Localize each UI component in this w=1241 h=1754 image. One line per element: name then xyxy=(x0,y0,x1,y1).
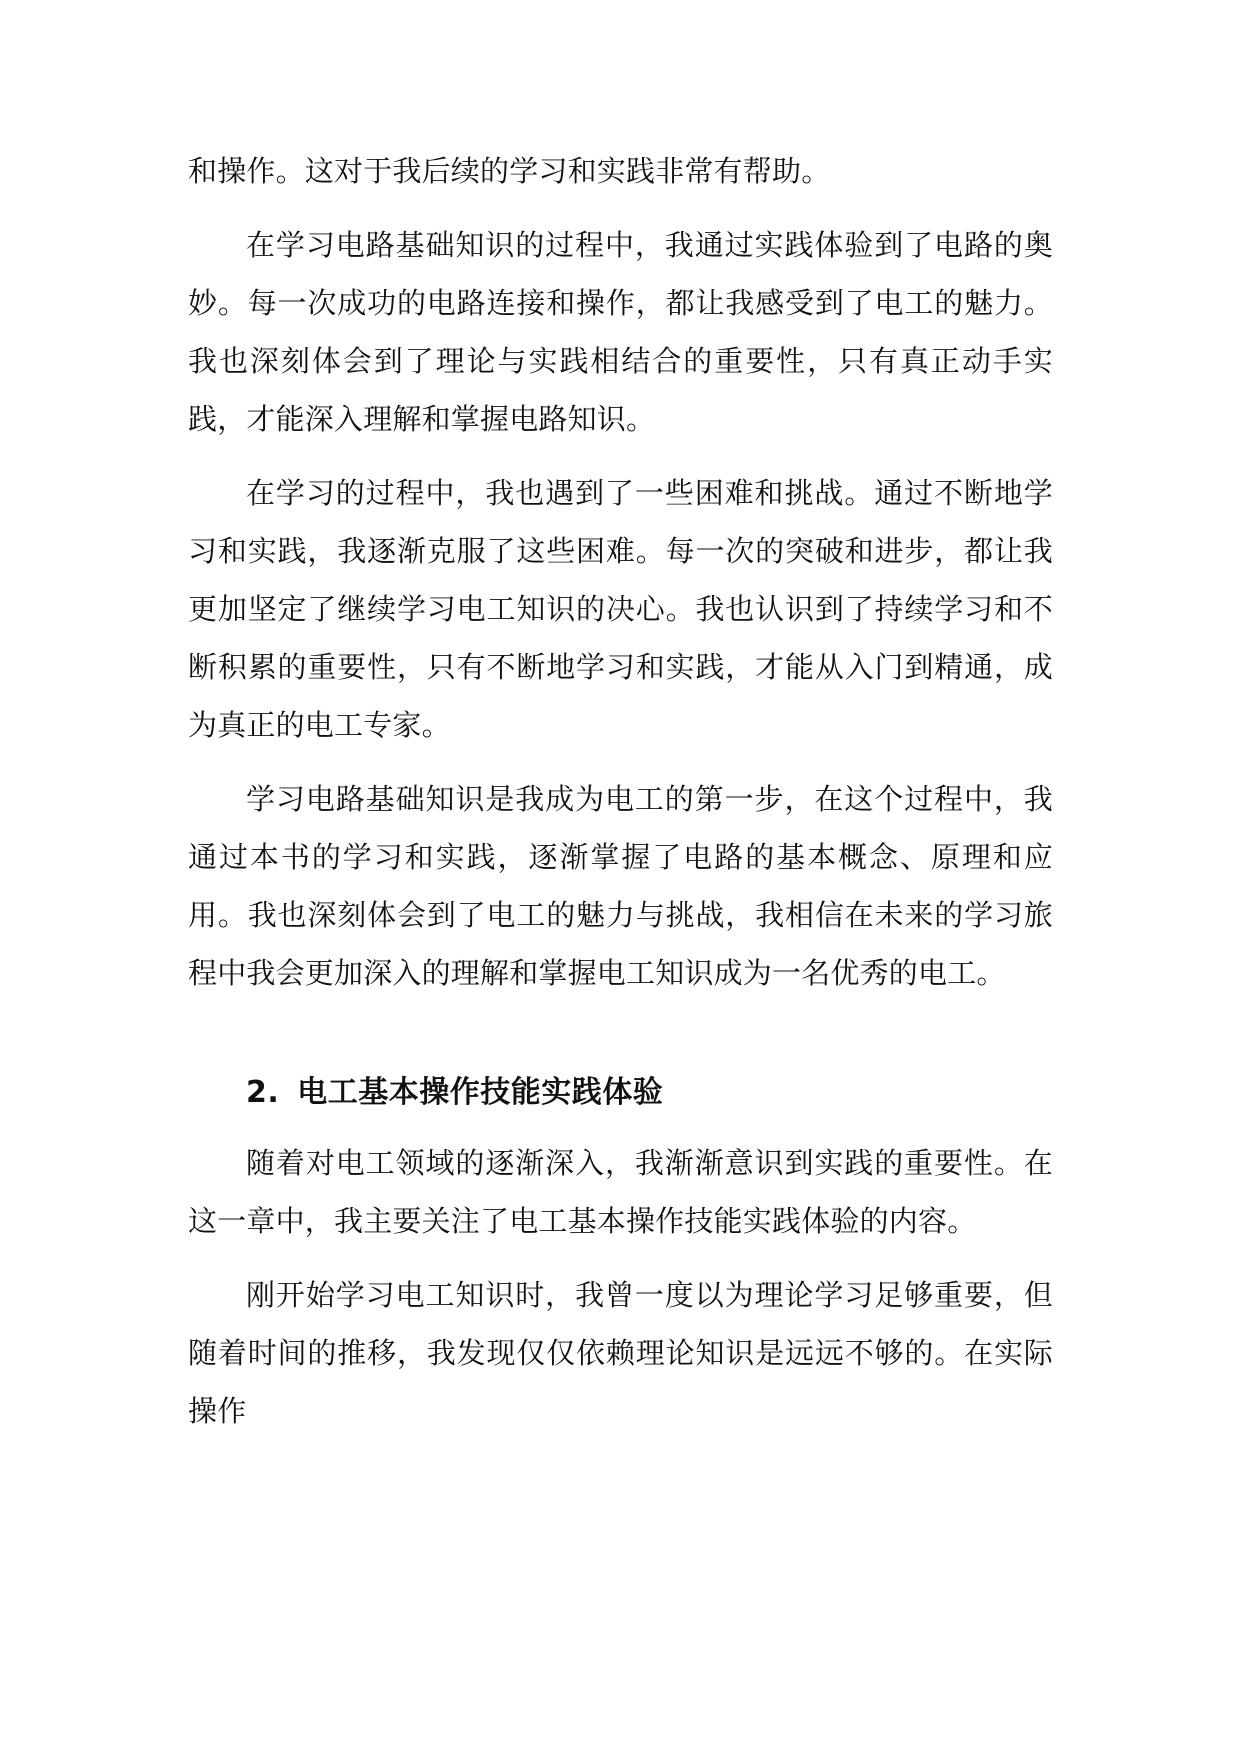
section-paragraph: 随着对电工领域的逐渐深入，我渐渐意识到实践的重要性。在这一章中，我主要关注了电工基本操作技能实践体验的内容。 xyxy=(188,1146,1053,1238)
section-number: 2. xyxy=(246,1075,280,1110)
continued-paragraph: 和操作。这对于我后续的学习和实践非常有帮助。 xyxy=(188,154,831,188)
section-title: 电工基本操作技能实践体验 xyxy=(297,1075,664,1110)
body-paragraph: 学习电路基础知识是我成为电工的第一步，在这个过程中，我通过本书的学习和实践，逐渐掌握了电路的基本概念、原理和应用。我也深刻体会到了电工的魅力与挑战，我相信在未来的学习旅程中我会更加深入的理解和掌握电工知识成为一名优秀的电工。 xyxy=(188,782,1053,990)
section-paragraph: 刚开始学习电工知识时，我曾一度以为理论学习足够重要，但随着时间的推移，我发现仅仅依赖理论知识是远远不够的。在实际操作 xyxy=(188,1278,1053,1428)
body-paragraph: 在学习电路基础知识的过程中，我通过实践体验到了电路的奥妙。每一次成功的电路连接和操作，都让我感受到了电工的魅力。我也深刻体会到了理论与实践相结合的重要性，只有真正动手实践，才能深入理解和掌握电路知识。 xyxy=(188,228,1053,436)
document-content xyxy=(188,142,1053,1456)
section-heading xyxy=(246,1064,1053,1122)
body-paragraph: 在学习的过程中，我也遇到了一些困难和挑战。通过不断地学习和实践，我逐渐克服了这些困难。每一次的突破和进步，都让我更加坚定了继续学习电工知识的决心。我也认识到了持续学习和不断积累的重要性，只有不断地学习和实践，才能从入门到精通，成为真正的电工专家。 xyxy=(188,476,1053,742)
